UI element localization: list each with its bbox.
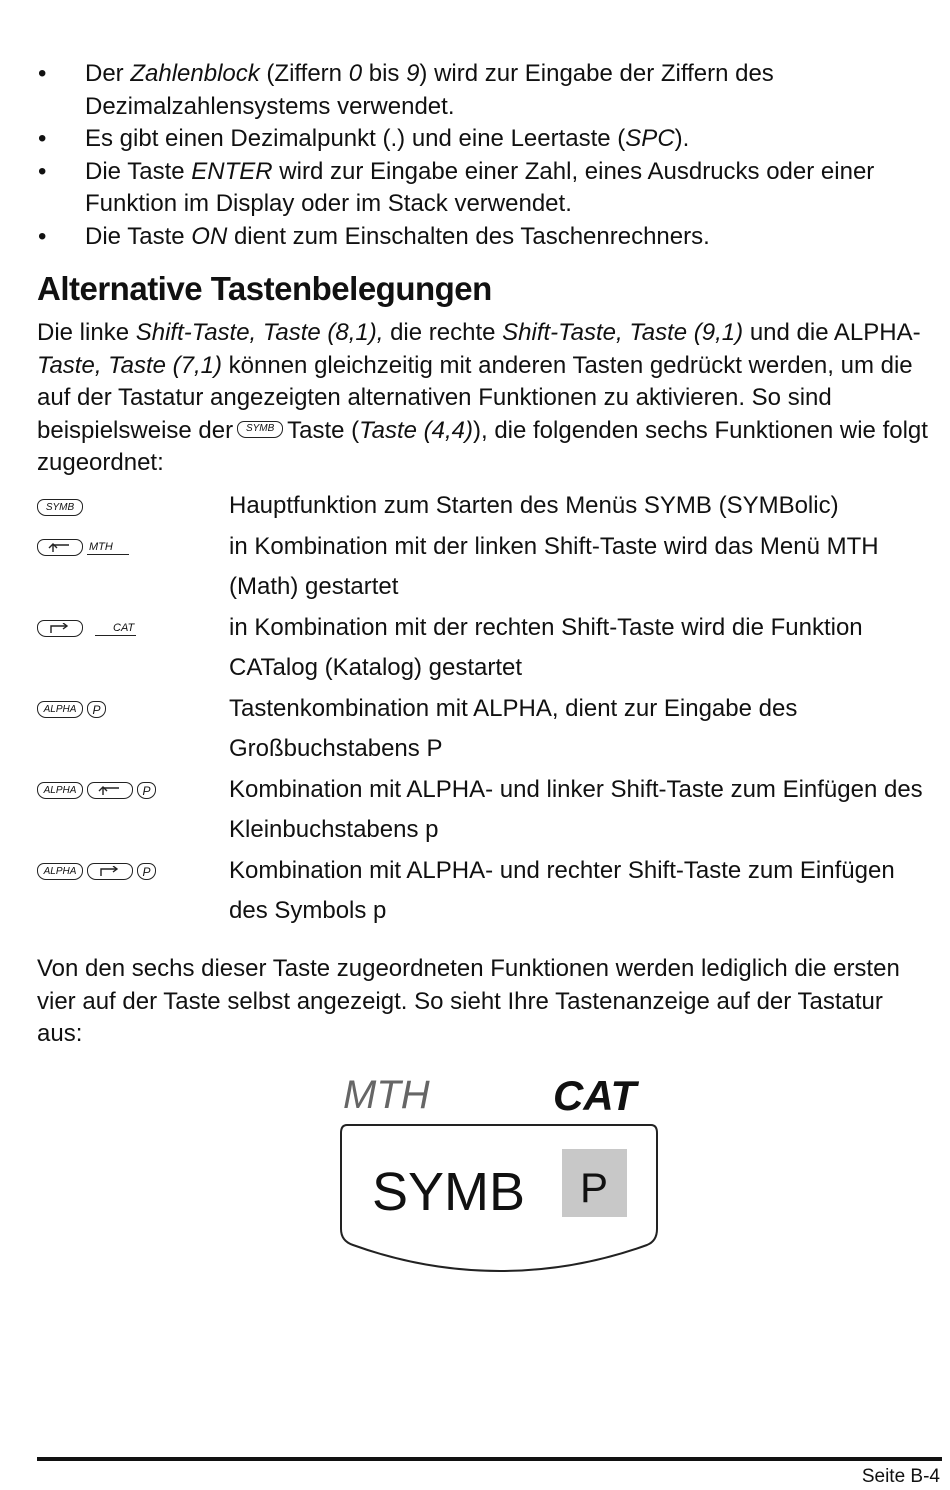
key-row-description: Kombination mit ALPHA- und linker Shift-Taste zum Einfügen des Kleinbuchstabens p bbox=[229, 775, 923, 843]
key-row-description: Hauptfunktion zum Starten des Menüs SYMB (SYMBolic) bbox=[229, 492, 839, 519]
key-row bbox=[37, 608, 932, 689]
symb-key-main-label: SYMB bbox=[372, 1162, 526, 1222]
text: ) wird zur Eingabe der Ziffern des Dezimalzahlensystems verwendet. bbox=[85, 60, 774, 120]
text: wird zur Eingabe einer Zahl, eines Ausdrucks oder einer Funktion im Display oder im Stack verwendet. bbox=[85, 157, 875, 217]
p-alpha-label: P bbox=[580, 1164, 609, 1211]
key-row bbox=[37, 770, 932, 851]
text: Die linke bbox=[37, 319, 136, 346]
key-combo bbox=[37, 496, 83, 518]
text-italic: 0 bbox=[348, 60, 363, 87]
text: Es gibt einen Dezimalpunkt (.) und eine Leertaste ( bbox=[85, 125, 626, 152]
p-key-icon: P bbox=[87, 701, 106, 718]
bullet-dot: • bbox=[38, 157, 47, 185]
text: (Ziffern bbox=[259, 60, 349, 87]
cat-key-label: CAT bbox=[553, 1072, 637, 1119]
text-italic: Shift-Taste, Taste (8,1), bbox=[135, 319, 384, 346]
symb-key-icon bbox=[237, 421, 283, 438]
mth-key-label: MTH bbox=[343, 1073, 430, 1117]
key-combo bbox=[37, 618, 136, 640]
bullet-list bbox=[37, 58, 937, 253]
key-row-description: in Kombination mit der linken Shift-Taste wird das Menü MTH (Math) gestartet bbox=[229, 532, 879, 600]
key-row bbox=[37, 851, 932, 932]
alpha-key-icon: ALPHA bbox=[37, 701, 83, 718]
text: Die Taste bbox=[85, 222, 192, 250]
text: ). bbox=[674, 125, 690, 152]
outro-paragraph: Von den sechs dieser Taste zugeordneten Funktionen werden lediglich die ersten vier auf der Taste selbst angezeigt. So sieht Ihre Tastenanzeige auf der Tastatur aus: bbox=[37, 955, 900, 1047]
key-combo bbox=[37, 780, 156, 802]
key-function-table bbox=[37, 486, 932, 932]
p-key-icon: P bbox=[137, 863, 156, 880]
text-italic: Zahlenblock bbox=[130, 60, 260, 87]
text: können gleichzeitig mit anderen Tasten gedrückt werden, um die auf der Tastatur angezeigten alternativen Funktionen zu aktivieren. So sind beispielsweise der bbox=[37, 351, 913, 444]
bullet-dot: • bbox=[38, 60, 47, 87]
right-shift-key-icon bbox=[87, 863, 133, 880]
bullet-item bbox=[37, 156, 937, 221]
bullet-dot: • bbox=[38, 222, 47, 250]
text-italic: Taste (4,4) bbox=[359, 416, 473, 444]
text: Taste ( bbox=[287, 416, 360, 444]
left-shift-key-icon bbox=[37, 539, 83, 556]
alpha-key-icon: ALPHA bbox=[37, 863, 83, 880]
key-label: SYMB bbox=[237, 421, 283, 438]
p-key-icon: P bbox=[137, 782, 156, 799]
mth-shift-label: MTH bbox=[87, 541, 129, 555]
key-row bbox=[37, 689, 932, 770]
text-italic: ON bbox=[191, 222, 228, 250]
text-italic: SPC bbox=[625, 125, 675, 152]
bullet-dot: • bbox=[38, 125, 47, 152]
key-row bbox=[37, 486, 932, 527]
symb-key-icon: SYMB bbox=[37, 499, 83, 516]
key-combo bbox=[37, 699, 106, 721]
bullet-item bbox=[37, 123, 937, 156]
left-shift-key-icon bbox=[87, 782, 133, 799]
text: die rechte bbox=[383, 319, 503, 346]
text: Der bbox=[85, 60, 131, 87]
text: dient zum Einschalten des Taschenrechners. bbox=[227, 222, 710, 250]
section-heading: Alternative Tastenbelegungen bbox=[37, 270, 492, 307]
page-number: Seite B-4 bbox=[861, 1466, 940, 1487]
bullet-item bbox=[37, 221, 937, 254]
bullet-item bbox=[37, 58, 937, 123]
text: und die ALPHA- bbox=[743, 319, 921, 346]
cat-shift-label: CAT bbox=[95, 622, 136, 636]
key-illustration bbox=[335, 1063, 665, 1278]
footer-rule bbox=[37, 1457, 942, 1461]
text-italic: Shift-Taste, Taste (9,1) bbox=[502, 319, 744, 346]
right-shift-key-icon bbox=[37, 620, 83, 637]
text: bis bbox=[362, 60, 407, 87]
alpha-key-icon: ALPHA bbox=[37, 782, 83, 799]
key-row bbox=[37, 527, 932, 608]
text-italic: ENTER bbox=[191, 157, 273, 185]
key-combo bbox=[37, 861, 156, 883]
intro-paragraph bbox=[37, 317, 932, 480]
text: Die Taste bbox=[85, 157, 192, 185]
text-italic: Taste, Taste (7,1) bbox=[37, 351, 222, 379]
key-row-description: Kombination mit ALPHA- und rechter Shift-Taste zum Einfügen des Symbols p bbox=[229, 856, 895, 924]
key-combo bbox=[37, 537, 129, 559]
text: ), die folgenden sechs Funktionen wie folgt zugeordnet: bbox=[37, 416, 928, 476]
key-row-description: in Kombination mit der rechten Shift-Taste wird die Funktion CATalog (Katalog) gestartet bbox=[229, 613, 863, 681]
key-row-description: Tastenkombination mit ALPHA, dient zur Eingabe des Großbuchstabens P bbox=[229, 694, 798, 762]
text-italic: 9 bbox=[406, 60, 420, 87]
